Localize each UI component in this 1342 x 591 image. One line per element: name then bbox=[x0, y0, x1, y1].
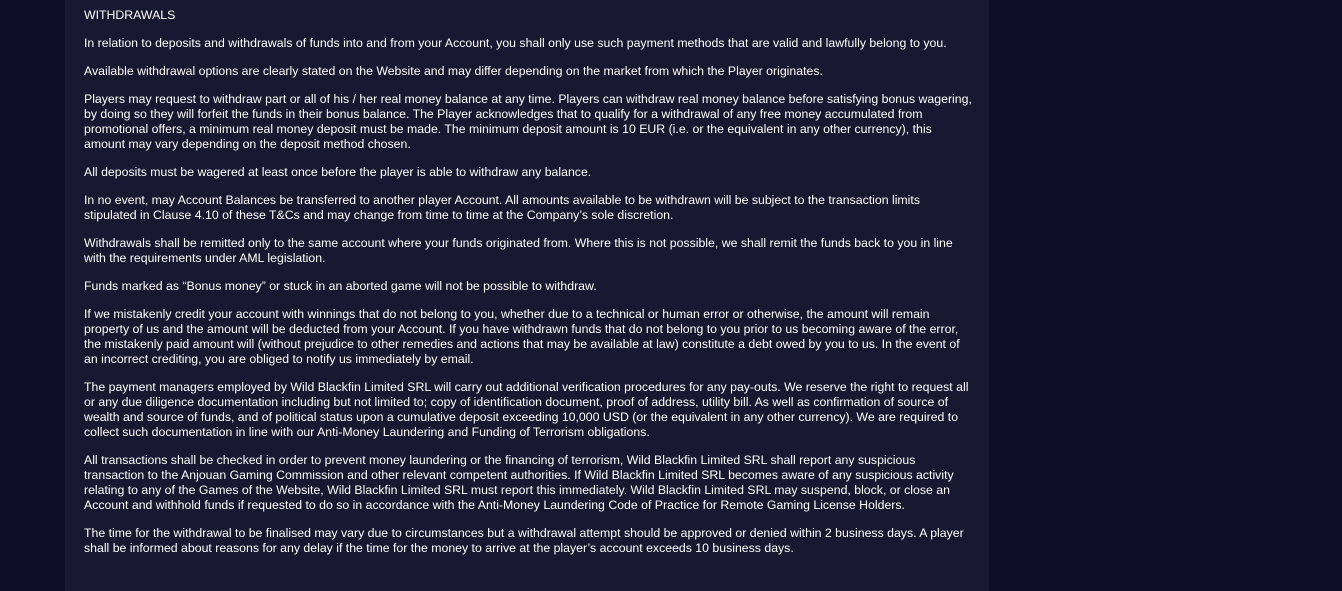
paragraph-mistaken-credit: If we mistakenly credit your account with winnings that do not belong to you, whether due to a technical or human error or otherwise, the amount will remain property of us and the amount will be deducted from your Account. If you have withdrawn funds that do not belong to you prior to us becoming aware of the error, the mistakenly paid amount will (without prejudice to other remedies and actions that may be available at law) constitute a debt owed by you to us. In the event of an incorrect crediting, you are obliged to notify us immediately by email. bbox=[84, 307, 960, 366]
paragraph-remittance: Withdrawals shall be remitted only to the same account where your funds originated from. Where this is not possible, we shall remit the funds back to you in line with the requirements under AML legislation. bbox=[84, 236, 953, 265]
paragraph-aml-checks: All transactions shall be checked in order to prevent money laundering or the financing of terrorism, Wild Blackfin Limited SRL shall report any suspicious transaction to the Anjouan Gaming Commission and other relevant competent authorities. If Wild Blackfin Limited SRL becomes aware of any suspicious activity relating to any of the Games of the Website, Wild Blackfin Limited SRL must report this immediately. Wild Blackfin Limited SRL may suspend, block, or close an Account and withhold funds if requested to do so in accordance with the Anti-Money Laundering Code of Practice for Remote Gaming License Holders. bbox=[84, 453, 954, 512]
paragraph-processing-time: The time for the withdrawal to be finalised may vary due to circumstances but a withdrawal attempt should be approved or denied within 2 business days. A player shall be informed about reasons for any delay if the time for the money to arrive at the player’s account exceeds 10 business days. bbox=[84, 526, 964, 555]
paragraph-payment-methods: In relation to deposits and withdrawals of funds into and from your Account, you shall only use such payment methods that are valid and lawfully belong to you. bbox=[84, 36, 947, 50]
paragraph-withdraw-balance: Players may request to withdraw part or all of his / her real money balance at any time. Players can withdraw real money balance before satisfying bonus wagering, by doing so they will forfeit the funds in their bonus balance. The Player acknowledges that to qualify for a withdrawal of any free money accumulated from promotional offers, a minimum real money deposit must be made. The minimum deposit amount is 10 EUR (i.e. or the equivalent in any other currency), this amount may vary depending on the deposit method chosen. bbox=[84, 92, 972, 151]
section-title: WITHDRAWALS bbox=[84, 8, 176, 22]
terms-content-panel bbox=[65, 0, 989, 591]
paragraph-verification: The payment managers employed by Wild Blackfin Limited SRL will carry out additional verification procedures for any pay-outs. We reserve the right to request all or any due diligence documentation including but not limited to; copy of identification document, proof of address, utility bill. As well as confirmation of source of wealth and source of funds, and of political status upon a cumulative deposit exceeding 10,000 USD (or the equivalent in any other currency). We are required to collect such documentation in line with our Anti-Money Laundering and Funding of Terrorism obligations. bbox=[84, 380, 969, 439]
paragraph-balance-transfer: In no event, may Account Balances be transferred to another player Account. All amounts available to be withdrawn will be subject to the transaction limits stipulated in Clause 4.10 of these T&Cs and may change from time to time at the Company’s sole discretion. bbox=[84, 193, 920, 222]
withdrawals-section bbox=[84, 8, 972, 569]
paragraph-wagering-requirement: All deposits must be wagered at least once before the player is able to withdraw any balance. bbox=[84, 165, 592, 179]
paragraph-withdrawal-options: Available withdrawal options are clearly stated on the Website and may differ depending on the market from which the Player originates. bbox=[84, 64, 823, 78]
paragraph-bonus-money: Funds marked as “Bonus money” or stuck in an aborted game will not be possible to withdraw. bbox=[84, 279, 597, 293]
